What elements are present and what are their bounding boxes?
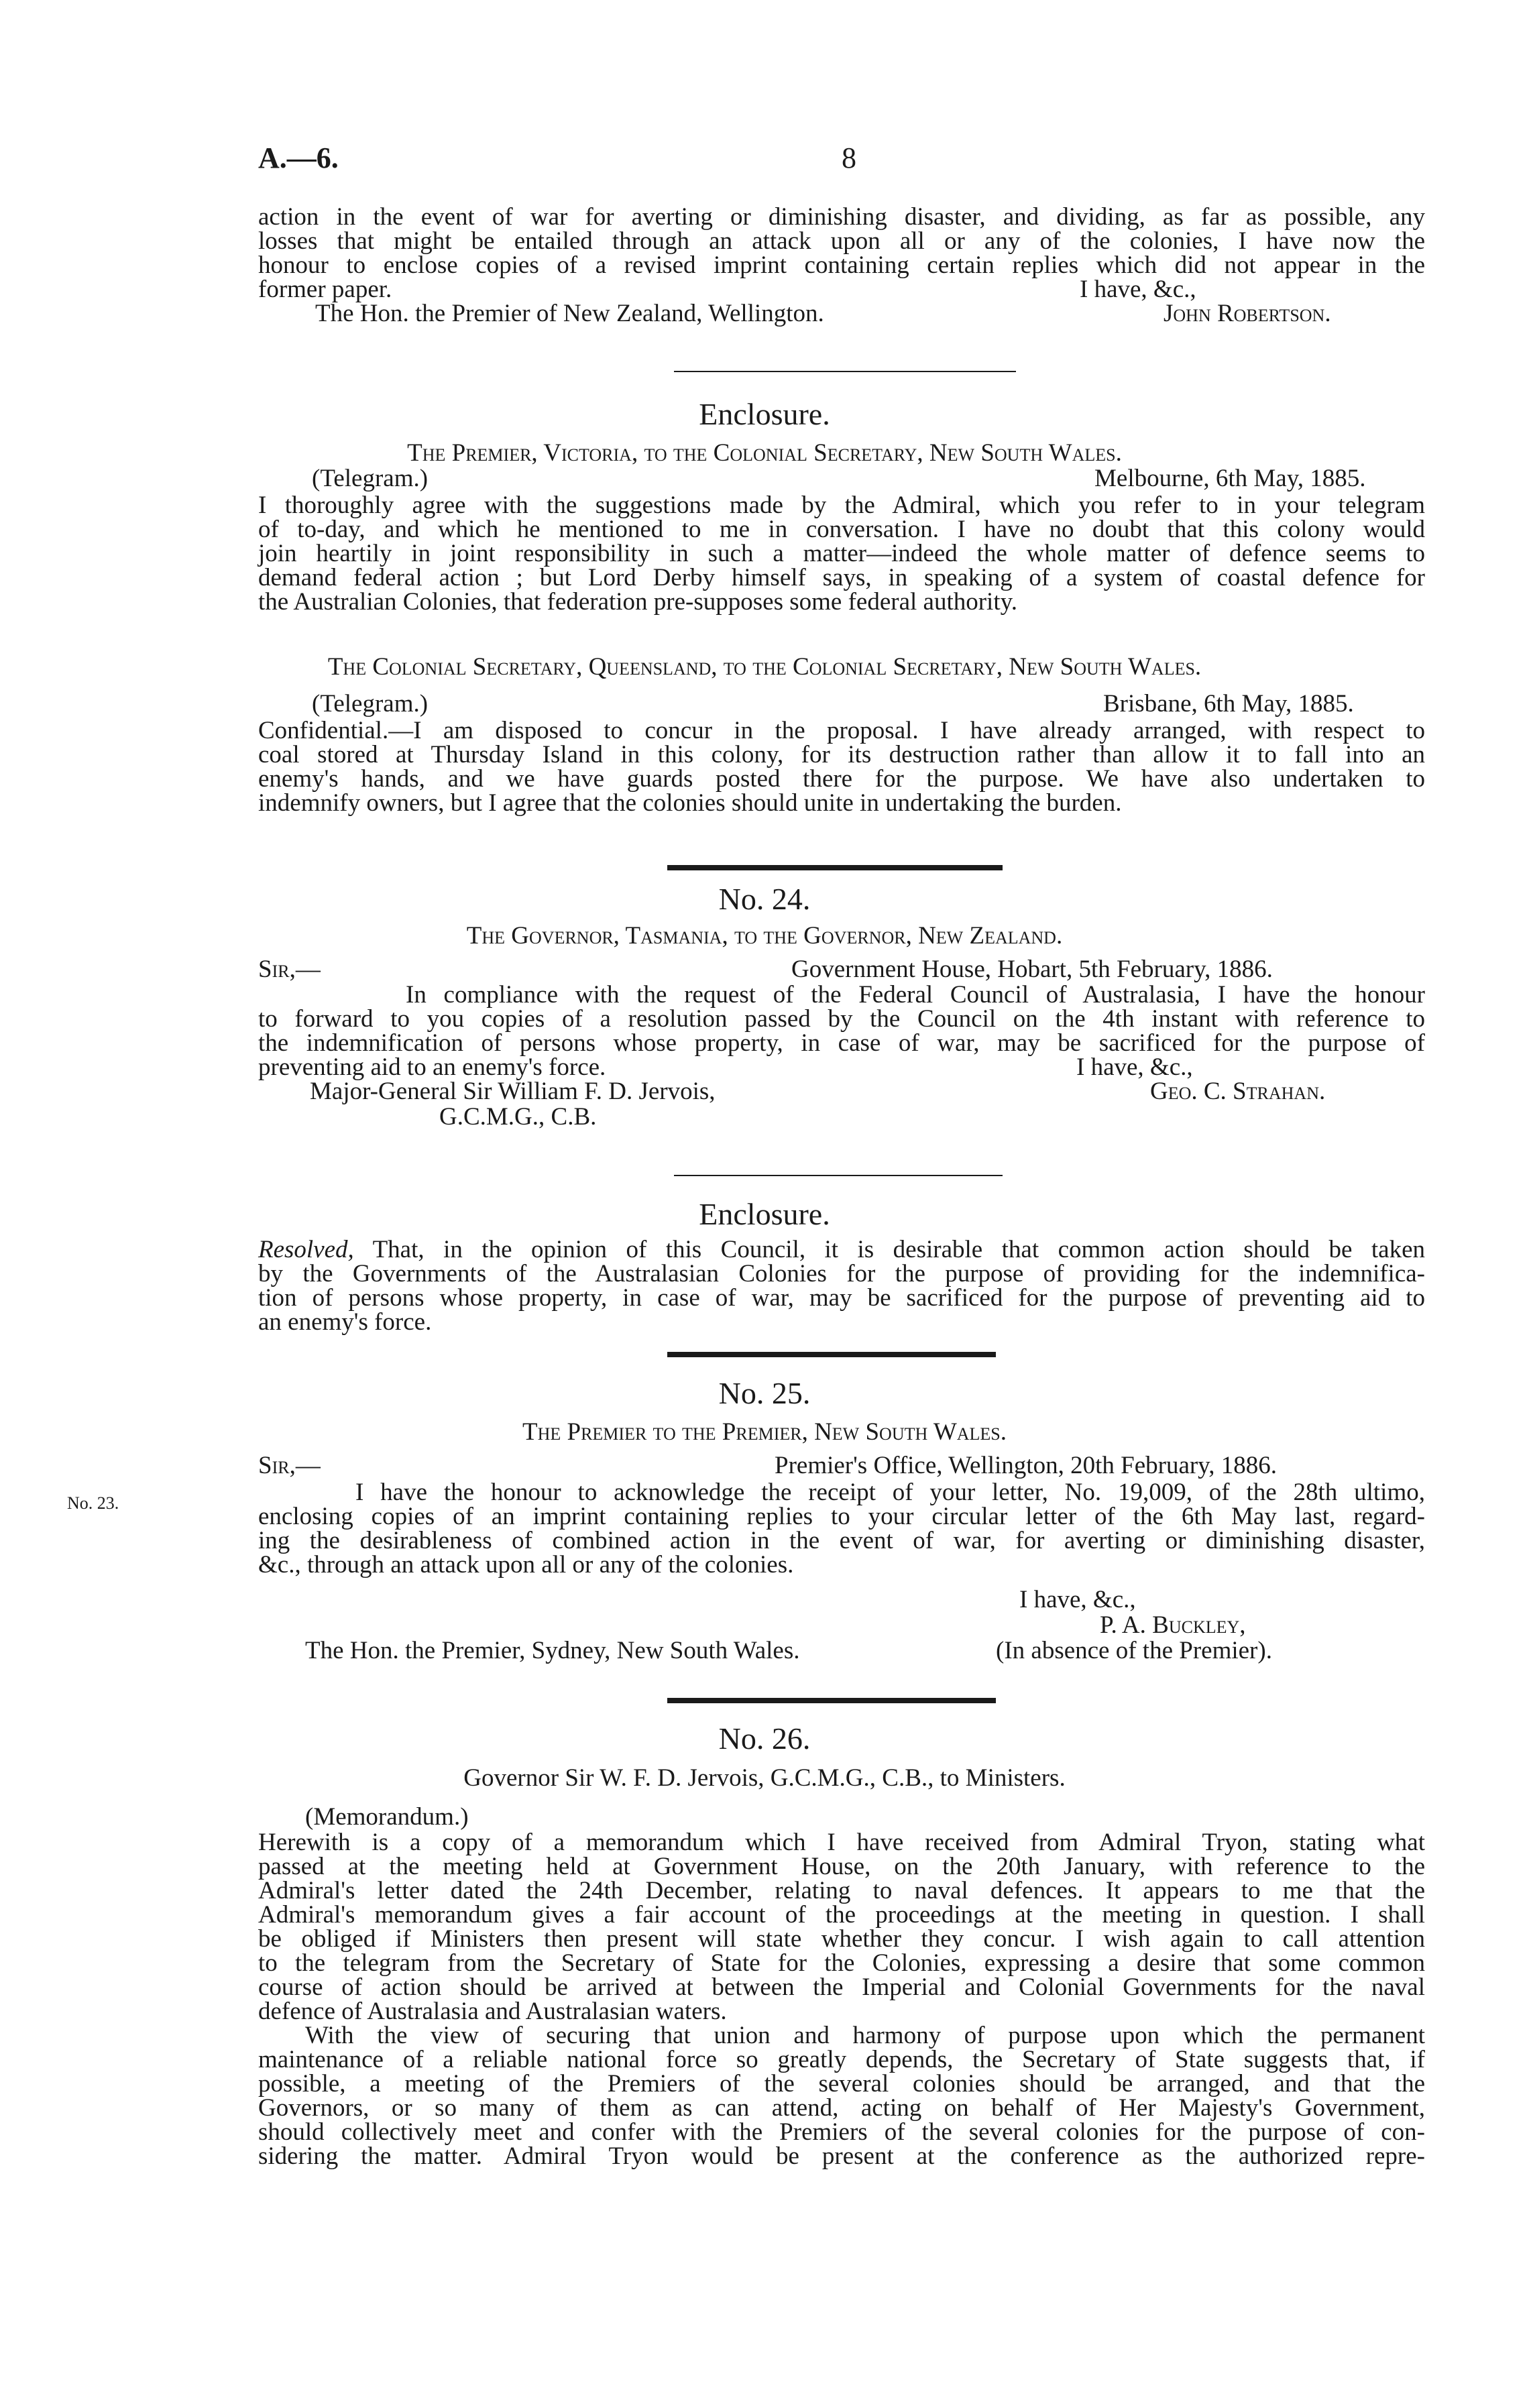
document-reference: A.—6. bbox=[258, 141, 339, 174]
memorandum-line: passed at the meeting held at Government House, on the 20th January, with reference to the bbox=[258, 1853, 1425, 1880]
memorandum-line: sidering the matter. Admiral Tryon would be present at the conference as the authorized repre- bbox=[258, 2142, 1425, 2170]
section-rule bbox=[667, 1698, 996, 1703]
resolution-last-line: an enemy's force. bbox=[258, 1308, 432, 1336]
divider-rule bbox=[674, 1175, 1003, 1176]
letter-route: The Premier to the Premier, New South Wales. bbox=[522, 1418, 1007, 1446]
telegram-route: The Colonial Secretary, Queensland, to the Colonial Secretary, New South Wales. bbox=[327, 653, 1202, 681]
intro-line: honour to enclose copies of a revised imprint containing certain replies which did not appear in the bbox=[258, 251, 1425, 279]
resolution-line bbox=[258, 1238, 1425, 1262]
resolution-line: tion of persons whose property, in case of war, may be sacrificed for the purpose of preventing aid to bbox=[258, 1284, 1425, 1312]
resolved-label: Resolved, bbox=[258, 1236, 354, 1263]
memorandum-line: be obliged if Ministers then present will state whether they concur. I wish again to call attention bbox=[258, 1925, 1425, 1953]
letter-line: In compliance with the request of the Federal Council of Australasia, I have the honour bbox=[406, 981, 1425, 1009]
letter-line: enclosing copies of an imprint containing replies to your circular letter of the 6th May last, regard- bbox=[258, 1503, 1425, 1530]
letter-closing: I have, &c., bbox=[1019, 1586, 1136, 1613]
enclosure-heading: Enclosure. bbox=[699, 397, 830, 431]
telegram-type: (Telegram.) bbox=[312, 690, 429, 718]
divider-rule bbox=[674, 371, 1016, 372]
signature-note: (In absence of the Premier). bbox=[996, 1637, 1272, 1664]
telegram-line: coal stored at Thursday Island in this colony, for its destruction rather than allow it to fall into an bbox=[258, 741, 1425, 768]
letter-last-line: &c., through an attack upon all or any of the colonies. bbox=[258, 1551, 794, 1579]
letter-salutation: Sir,— bbox=[258, 1452, 321, 1479]
telegram-route: The Premier, Victoria, to the Colonial Secretary, New South Wales. bbox=[407, 439, 1122, 467]
memorandum-line: to the telegram from the Secretary of State for the Colonies, expressing a desire that some common bbox=[258, 1949, 1425, 1977]
letter-line: ing the desirableness of combined action in the event of war, for averting or diminishing disaster, bbox=[258, 1527, 1425, 1554]
letter-place-date: Government House, Hobart, 5th February, 1886. bbox=[791, 956, 1273, 983]
memorandum-line: possible, a meeting of the Premiers of the several colonies should be arranged, and that the bbox=[258, 2070, 1425, 2098]
telegram-line: I thoroughly agree with the suggestions made by the Admiral, which you refer to in your telegram bbox=[258, 492, 1425, 519]
telegram-line: enemy's hands, and we have guards posted there for the purpose. We have also undertaken to bbox=[258, 765, 1425, 793]
letter-addressee: The Hon. the Premier, Sydney, New South Wales. bbox=[305, 1637, 800, 1664]
letter-line: to forward to you copies of a resolution passed by the Council on the 4th instant with reference to bbox=[258, 1005, 1425, 1033]
memorandum-line: Governors, or so many of them as can attend, acting on behalf of Her Majesty's Government, bbox=[258, 2094, 1425, 2122]
memorandum-line: Admiral's memorandum gives a fair account of the proceedings at the meeting in question. I shall bbox=[258, 1901, 1425, 1929]
telegram-place-date: Brisbane, 6th May, 1885. bbox=[1103, 690, 1354, 718]
letter-signature: P. A. Buckley, bbox=[1100, 1611, 1246, 1639]
telegram-type: (Telegram.) bbox=[312, 465, 429, 492]
memorandum-line: course of action should be arrived at between the Imperial and Colonial Governments for the naval bbox=[258, 1973, 1425, 2001]
letter-line: I have the honour to acknowledge the receipt of your letter, No. 19,009, of the 28th ultimo, bbox=[355, 1479, 1425, 1506]
resolution-line: by the Governments of the Australasian Colonies for the purpose of providing for the indemnifica- bbox=[258, 1260, 1425, 1287]
telegram-place-date: Melbourne, 6th May, 1885. bbox=[1094, 465, 1366, 492]
section-rule bbox=[667, 865, 1003, 870]
memorandum-line: maintenance of a reliable national force so greatly depends, the Secretary of State suggests that, if bbox=[258, 2046, 1425, 2073]
letter-addressee: Major-General Sir William F. D. Jervois, bbox=[310, 1078, 716, 1105]
letter-addressee-honours: G.C.M.G., C.B. bbox=[439, 1103, 597, 1131]
letter-number: No. 24. bbox=[718, 882, 811, 916]
memorandum-line: With the view of securing that union and harmony of purpose upon which the permanent bbox=[305, 2022, 1425, 2049]
memorandum-type: (Memorandum.) bbox=[305, 1803, 469, 1831]
telegram-last-line: the Australian Colonies, that federation pre-supposes some federal authority. bbox=[258, 588, 1017, 616]
telegram-line: join heartily in joint responsibility in such a matter—indeed the whole matter of defence seems to bbox=[258, 540, 1425, 567]
memorandum-last-line: defence of Australasia and Australasian waters. bbox=[258, 1998, 727, 2025]
telegram-line: Confidential.—I am disposed to concur in the proposal. I have already arranged, with respect to bbox=[258, 717, 1425, 744]
resolution-text: That, in the opinion of this Council, it is desirable that common action should be taken bbox=[353, 1236, 1425, 1263]
letter-closing: I have, &c., bbox=[1076, 1053, 1193, 1081]
telegram-last-line: indemnify owners, but I agree that the colonies should unite in undertaking the burden. bbox=[258, 789, 1122, 817]
letter-signature: Geo. C. Strahan. bbox=[1150, 1078, 1326, 1105]
letter-salutation: Sir,— bbox=[258, 956, 321, 983]
letter-route: Governor Sir W. F. D. Jervois, G.C.M.G., C.B., to Ministers. bbox=[463, 1764, 1066, 1792]
memorandum-line: Herewith is a copy of a memorandum which I have received from Admiral Tryon, stating what bbox=[258, 1829, 1425, 1856]
section-rule bbox=[667, 1352, 996, 1357]
page-number: 8 bbox=[842, 141, 856, 174]
margin-reference: No. 23. bbox=[67, 1493, 119, 1513]
memorandum-line: should collectively meet and confer with the Premiers of the several colonies for the purpose of con- bbox=[258, 2118, 1425, 2146]
letter-route: The Governor, Tasmania, to the Governor, New Zealand. bbox=[466, 922, 1063, 950]
letter-last-line: preventing aid to an enemy's force. bbox=[258, 1053, 606, 1081]
intro-line: losses that might be entailed through an attack upon all or any of the colonies, I have now the bbox=[258, 227, 1425, 255]
intro-addressee: The Hon. the Premier of New Zealand, Wellington. bbox=[315, 300, 824, 327]
intro-closing: I have, &c., bbox=[1080, 276, 1196, 303]
letter-number: No. 26. bbox=[718, 1721, 811, 1756]
telegram-line: of to-day, and which he mentioned to me in conversation. I have no doubt that this colony would bbox=[258, 516, 1425, 543]
letter-line: the indemnification of persons whose property, in case of war, may be sacrificed for the purpose of bbox=[258, 1029, 1425, 1057]
memorandum-line: Admiral's letter dated the 24th December, relating to naval defences. It appears to me that the bbox=[258, 1877, 1425, 1904]
letter-place-date: Premier's Office, Wellington, 20th February, 1886. bbox=[775, 1452, 1278, 1479]
intro-line: action in the event of war for averting or diminishing disaster, and dividing, as far as possible, any bbox=[258, 203, 1425, 231]
letter-number: No. 25. bbox=[718, 1376, 811, 1410]
intro-signature: John Robertson. bbox=[1164, 300, 1331, 327]
intro-last-line: former paper. bbox=[258, 276, 392, 303]
telegram-line: demand federal action ; but Lord Derby himself says, in speaking of a system of coastal defence for bbox=[258, 564, 1425, 591]
enclosure-heading: Enclosure. bbox=[699, 1197, 830, 1231]
